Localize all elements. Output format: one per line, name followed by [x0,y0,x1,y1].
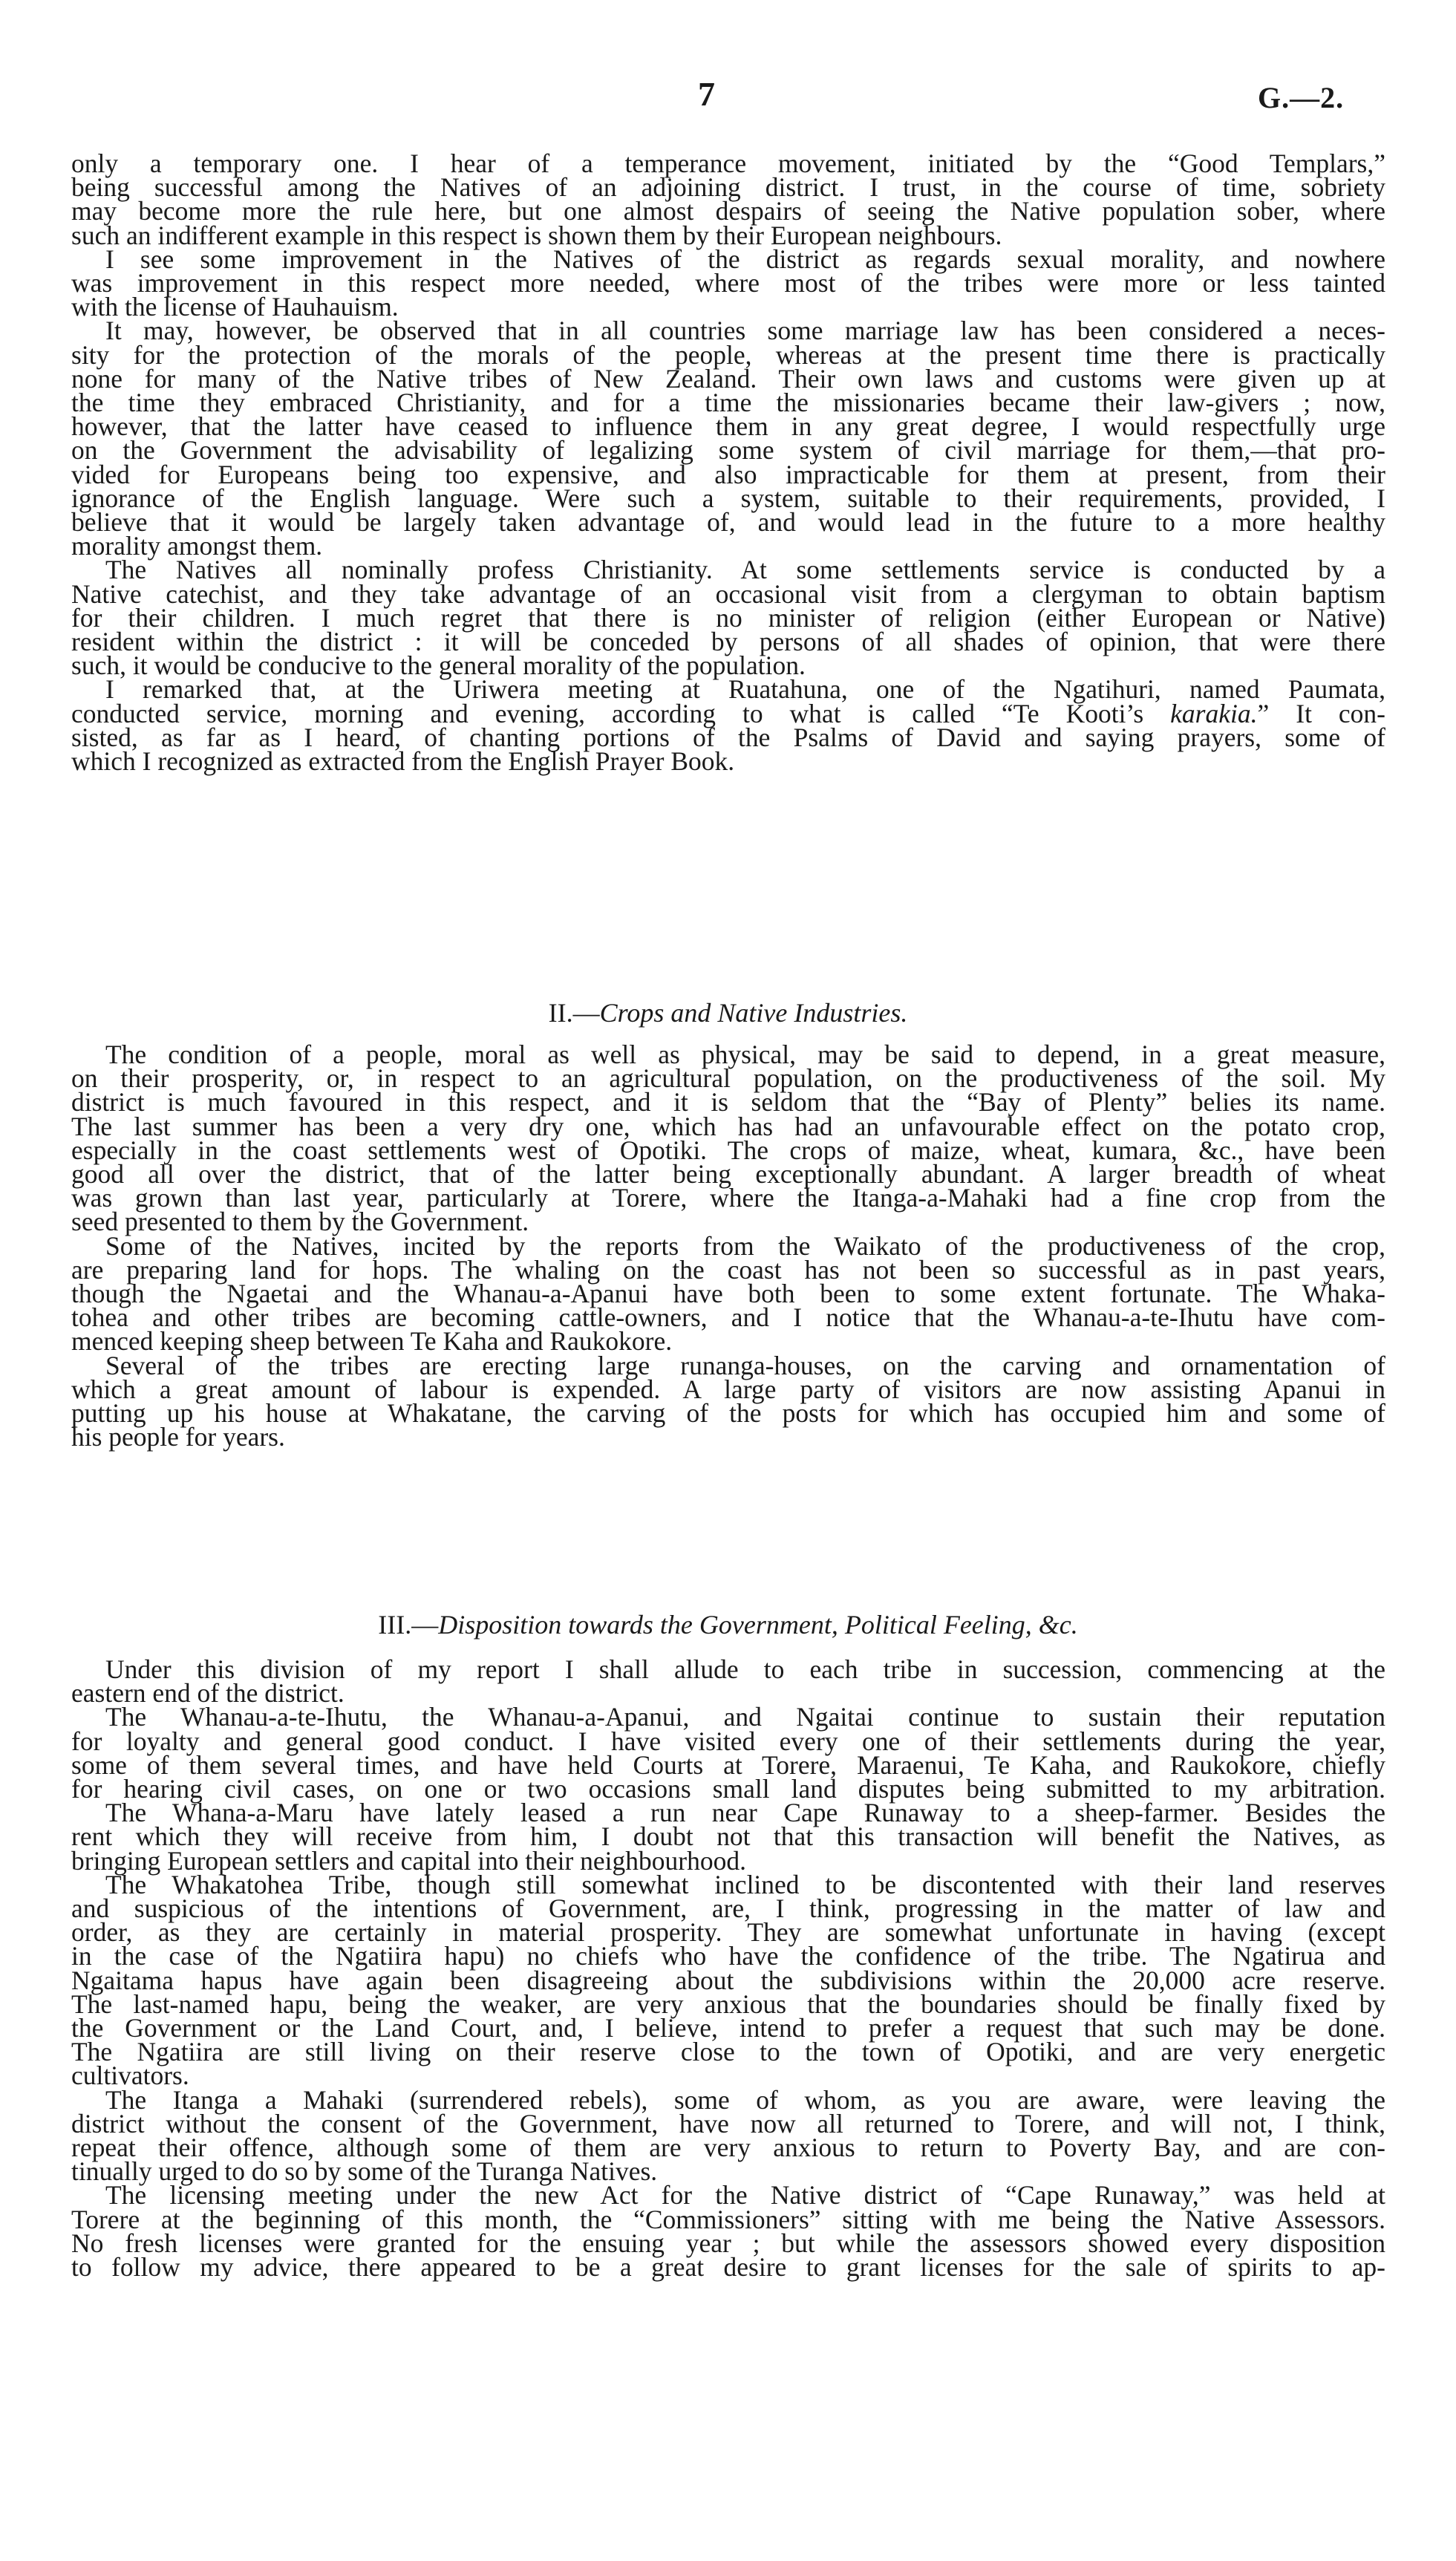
section-3-text [71,1654,1385,2283]
text-line: eastern end of the district. [71,1678,345,1709]
text-line: for their children. I much regret that there is no minister of religion (either European or Native) [71,602,1385,633]
text-line: the Government or the Land Court, and, I believe, intend to prefer a request that such may be done. [71,2013,1385,2043]
text-line: conducted service, morning and evening, according to what is called “Te Kooti’s karakia.” It con- [71,698,1385,728]
text-line: such an indifferent example in this respect is shown them by their European neighbours. [71,220,1002,250]
text-line: I see some improvement in the Natives of the district as regards sexual morality, and nowhere [105,244,1385,274]
text-line: for hearing civil cases, on one or two occasions small land disputes being submitted to my arbitration. [71,1774,1385,1804]
text-line: tohea and other tribes are becoming cattle-owners, and I notice that the Whanau-a-te-Ihutu have com- [71,1302,1385,1333]
section-2-heading-prefix: II.— [548,998,600,1028]
text-line: The Itanga a Mahaki (surrendered rebels), some of whom, as you are aware, were leaving the [105,2084,1385,2115]
text-line: rent which they will receive from him, I doubt not that this transaction will benefit the Natives, as [71,1821,1385,1852]
text-line: It may, however, be observed that in all countries some marriage law has been considered a neces- [105,316,1385,346]
section-1-text [71,149,1385,777]
text-line: may become more the rule here, but one almost despairs of seeing the Native population sober, where [71,196,1385,226]
text-line: are preparing land for hops. The whaling on the coast has not been so successful as in past years, [71,1254,1385,1285]
section-3-heading [0,1610,1456,1640]
text-line: which a great amount of labour is expended. A large party of visitors are now assisting Apanui in [71,1374,1385,1404]
text-line: bringing European settlers and capital into their neighbourhood. [71,1845,746,1876]
text-line: The Whakatohea Tribe, though still somewhat inclined to be discontented with their land reserves [105,1869,1385,1899]
text-line: which I recognized as extracted from the English Prayer Book. [71,746,735,777]
text-line: The Ngatiira are still living on their reserve close to the town of Opotiki, and are very energetic [71,2037,1385,2067]
section-2-heading-title: Crops and Native Industries. [599,998,908,1028]
text-line: Some of the Natives, incited by the reports from the Waikato of the productiveness of the crop, [105,1230,1385,1261]
text-line: Native catechist, and they take advantage of an occasional visit from a clergyman to obtain baptism [71,578,1385,609]
text-line: morality amongst them. [71,531,323,561]
text-line: resident within the district : it will be conceded by persons of all shades of opinion, that were there [71,627,1385,657]
text-line: such, it would be conducive to the general morality of the population. [71,650,806,681]
text-line: menced keeping sheep between Te Kaha and Raukokore. [71,1326,673,1357]
text-line: his people for years. [71,1422,285,1452]
section-2-heading [0,998,1456,1028]
text-line: cultivators. [71,2061,189,2091]
section-2-text [71,1040,1385,1452]
text-line: Torere at the beginning of this month, the “Commissioners” sitting with me being the Native Assessors. [71,2204,1385,2234]
text-line: The Whanau-a-te-Ihutu, the Whanau-a-Apanui, and Ngaitai continue to sustain their reputation [105,1702,1385,1732]
text-line: being successful among the Natives of an adjoining district. I trust, in the course of time, sobriety [71,172,1385,203]
text-line: seed presented to them by the Government. [71,1207,529,1237]
text-line: the time they embraced Christianity, and for a time the missionaries became their law-givers ; now, [71,388,1385,418]
text-line: The Whana-a-Maru have lately leased a run near Cape Runaway to a sheep-farmer. Besides the [105,1798,1385,1828]
text-line: for loyalty and general good conduct. I have visited every one of their settlements during the year, [71,1726,1385,1756]
text-line: good all over the district, that of the latter being exceptionally abundant. A larger breadth of wheat [71,1159,1385,1190]
text-line: was grown than last year, particularly at Torere, where the Itanga-a-Mahaki had a fine crop from the [71,1183,1385,1213]
text-line: and suspicious of the intentions of Government, are, I think, progressing in the matter of law and [71,1893,1385,1924]
section-3-heading-prefix: III.— [378,1610,439,1640]
text-line: only a temporary one. I hear of a temperance movement, initiated by the “Good Templars,” [71,149,1385,178]
text-line: Several of the tribes are erecting large runanga-houses, on the carving and ornamentation of [105,1350,1385,1380]
text-line: The condition of a people, moral as well as physical, may be said to depend, in a great measure, [105,1040,1385,1069]
text-line: No fresh licenses were granted for the ensuing year ; but while the assessors showed every disposition [71,2228,1385,2258]
text-line: I remarked that, at the Uriwera meeting at Ruatahuna, one of the Ngatihuri, named Paumata, [105,674,1385,705]
text-line: was improvement in this respect more needed, where most of the tribes were more or less tainted [71,268,1385,298]
text-line: The Natives all nominally profess Christianity. At some settlements service is conducted by a [105,555,1385,585]
text-line: however, that the latter have ceased to influence them in any great degree, I would respectfully urge [71,411,1385,442]
text-line: order, as they are certainly in material prosperity. They are somewhat unfortunate in having (except [71,1917,1385,1948]
document-reference: G.—2. [1258,81,1345,114]
text-line: though the Ngaetai and the Whanau-a-Apanui have both been to some extent fortunate. The Whaka- [71,1279,1385,1309]
text-line: putting up his house at Whakatane, the carving of the posts for which has occupied him and some of [71,1398,1385,1429]
text-line: on the Government the advisability of legalizing some system of civil marriage for them,—that pro- [71,435,1385,466]
text-line: to follow my advice, there appeared to be a great desire to grant licenses for the sale of spirits to ap- [71,2252,1385,2283]
text-line: The last summer has been a very dry one, which has had an unfavourable effect on the potato crop, [71,1111,1385,1141]
text-line: district is much favoured in this respect, and it is seldom that the “Bay of Plenty” belies its name. [71,1087,1385,1118]
text-line: tinually urged to do so by some of the Turanga Natives. [71,2156,658,2187]
text-line: Under this division of my report I shall allude to each tribe in succession, commencing at the [105,1654,1385,1684]
text-line: repeat their offence, although some of them are very anxious to return to Poverty Bay, and are con- [71,2133,1385,2163]
text-line: district without the consent of the Government, have now all returned to Torere, and will not, I think, [71,2108,1385,2138]
text-line: in the case of the Ngatiira hapu) no chiefs who have the confidence of the tribe. The Ngatirua and [71,1941,1385,1971]
text-line: believe that it would be largely taken advantage of, and would lead in the future to a more healthy [71,507,1385,538]
text-line: none for many of the Native tribes of New Zealand. Their own laws and customs were given up at [71,363,1385,394]
text-line: sity for the protection of the morals of the people, whereas at the present time there is practically [71,339,1385,370]
text-line: The last-named hapu, being the weaker, are very anxious that the boundaries should be finally fixed by [71,1989,1385,2019]
text-line: on their prosperity, or, in respect to an agricultural population, on the productiveness of the soil. My [71,1063,1385,1094]
text-line: with the license of Hauhauism. [71,292,399,322]
text-line: especially in the coast settlements west of Opotiki. The crops of maize, wheat, kumara, &c., have been [71,1135,1385,1165]
page-number: 7 [698,75,715,113]
text-line: The licensing meeting under the new Act for the Native district of “Cape Runaway,” was held at [105,2180,1385,2211]
text-line: sisted, as far as I heard, of chanting portions of the Psalms of David and saying prayers, some of [71,722,1385,752]
text-line: Ngaitama hapus have again been disagreeing about the subdivisions within the 20,000 acre reserve. [71,1965,1385,1995]
text-line: some of them several times, and have held Courts at Torere, Maraenui, Te Kaha, and Raukokore, chiefly [71,1749,1385,1780]
text-line: ignorance of the English language. Were such a system, suitable to their requirements, provided, I [71,483,1385,513]
text-line: vided for Europeans being too expensive, and also impracticable for them at present, from their [71,459,1385,489]
section-3-heading-title: Disposition towards the Government, Political Feeling, &c. [438,1610,1078,1640]
